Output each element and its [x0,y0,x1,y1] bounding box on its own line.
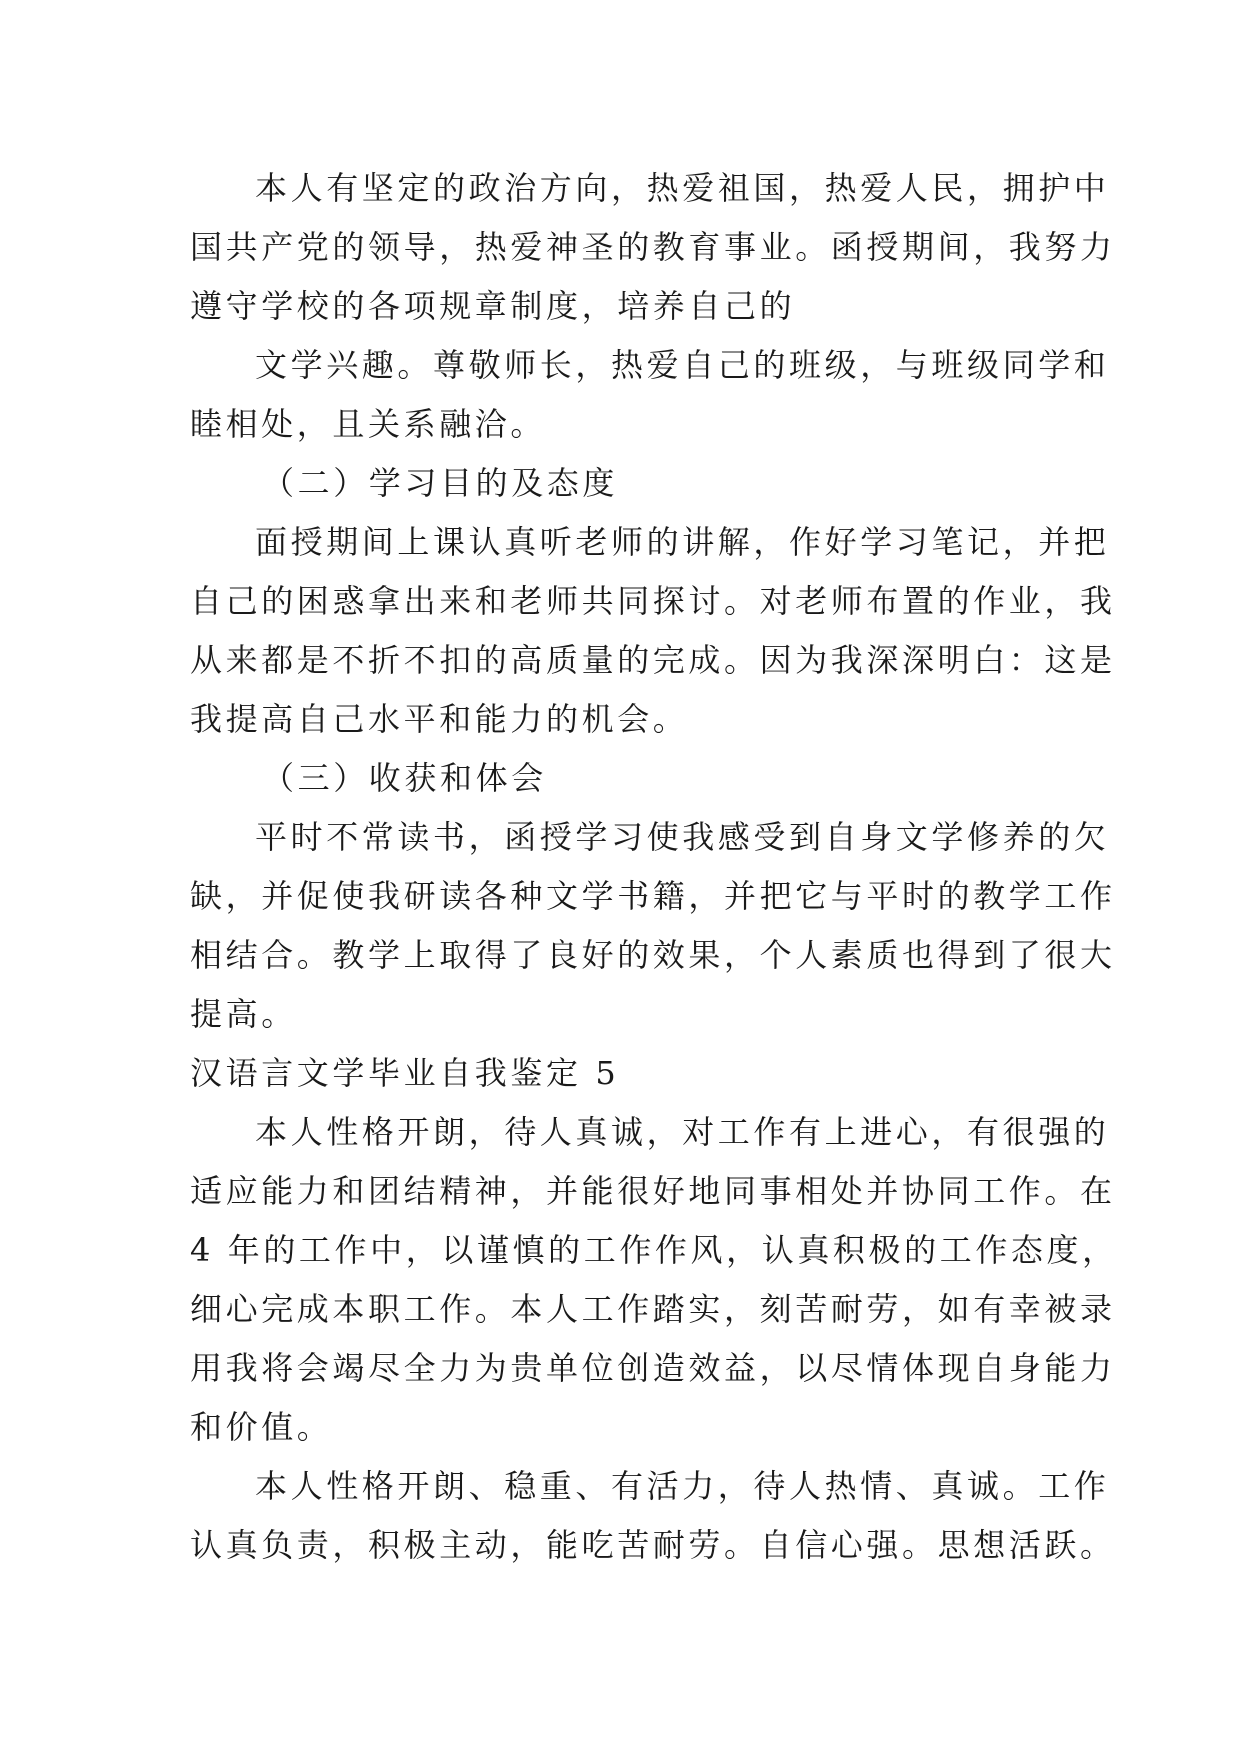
paragraph-line: 本人性格开朗、稳重、有活力，待人热情、真诚。工作 [255,1467,1110,1505]
paragraph-line: 从来都是不折不扣的高质量的完成。因为我深深明白：这是 [190,641,1116,679]
paragraph-line: 文学兴趣。尊敬师长，热爱自己的班级，与班级同学和 [255,346,1110,384]
paragraph-line: 用我将会竭尽全力为贵单位创造效益，以尽情体现自身能力 [190,1349,1116,1387]
paragraph-line: 细心完成本职工作。本人工作踏实，刻苦耐劳，如有幸被录 [190,1290,1116,1328]
paragraph-line: 本人性格开朗，待人真诚，对工作有上进心，有很强的 [255,1113,1110,1151]
paragraph-line: 国共产党的领导，热爱神圣的教育事业。函授期间，我努力 [190,228,1116,266]
paragraph-line: 和价值。 [190,1408,333,1446]
paragraph-line: 缺，并促使我研读各种文学书籍，并把它与平时的教学工作 [190,877,1116,915]
section-heading: （二）学习目的及态度 [262,464,619,502]
paragraph-line: 遵守学校的各项规章制度，培养自己的 [190,287,796,325]
paragraph-line: 本人有坚定的政治方向，热爱祖国，热爱人民，拥护中 [255,169,1110,207]
paragraph-line: 睦相处，且关系融洽。 [190,405,547,443]
paragraph-line: 相结合。教学上取得了良好的效果，个人素质也得到了很大 [190,936,1116,974]
paragraph-line: 提高。 [190,995,297,1033]
paragraph-line: 4 年的工作中，以谨慎的工作作风，认真积极的工作态度， [190,1231,1118,1269]
paragraph-line: 适应能力和团结精神，并能很好地同事相处并协同工作。在 [190,1172,1116,1210]
document-title: 汉语言文学毕业自我鉴定 5 [190,1054,620,1092]
section-heading: （三）收获和体会 [262,759,547,797]
paragraph-line: 面授期间上课认真听老师的讲解，作好学习笔记，并把 [255,523,1110,561]
paragraph-line: 我提高自己水平和能力的机会。 [190,700,689,738]
paragraph-line: 自己的困惑拿出来和老师共同探讨。对老师布置的作业，我 [190,582,1116,620]
paragraph-line: 认真负责，积极主动，能吃苦耐劳。自信心强。思想活跃。 [190,1526,1116,1564]
paragraph-line: 平时不常读书，函授学习使我感受到自身文学修养的欠 [255,818,1110,856]
